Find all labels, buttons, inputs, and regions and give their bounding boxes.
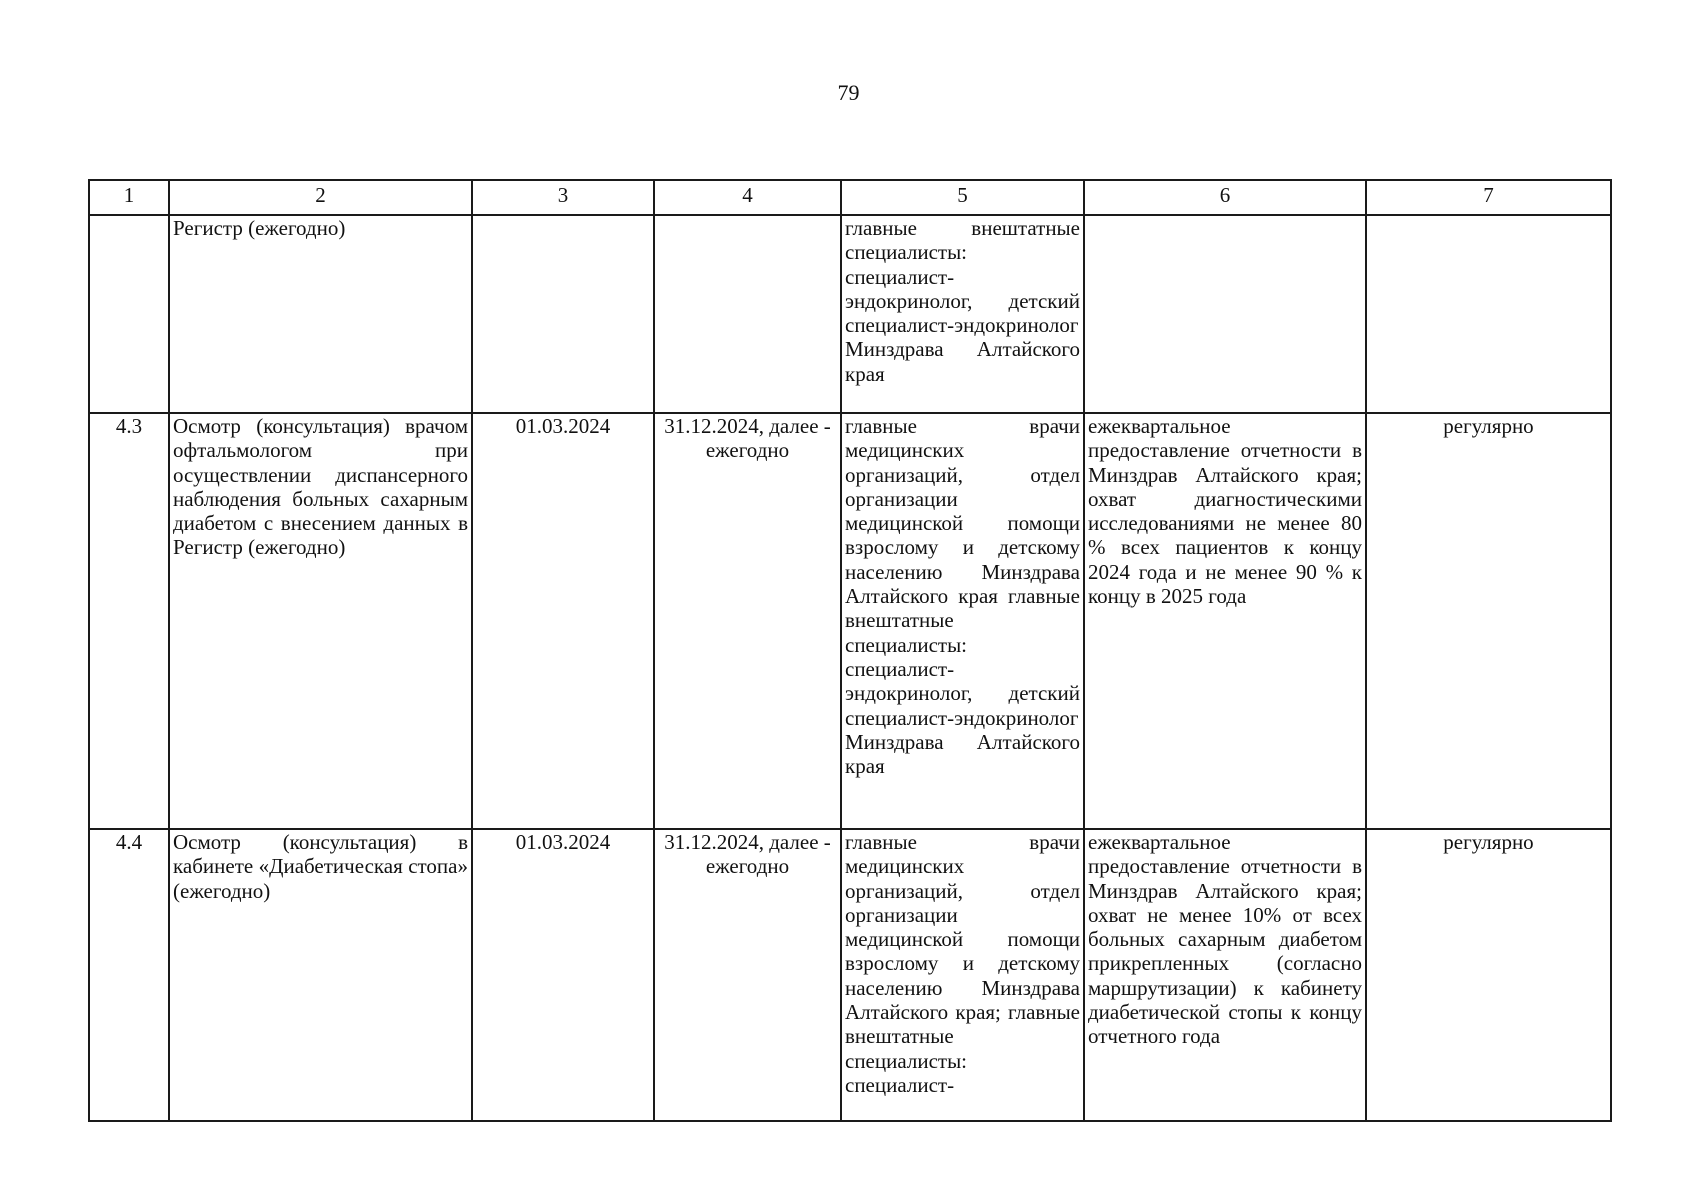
start-date-cell: 01.03.2024 xyxy=(472,829,654,1121)
header-cell-7: 7 xyxy=(1366,180,1611,215)
row-number: 4.4 xyxy=(89,829,169,1121)
header-cell-4: 4 xyxy=(654,180,841,215)
start-date-cell xyxy=(472,215,654,413)
result-cell: ежеквартальное предоставление отчетности в Минздрав Алтайского края; охват диагностическими исследованиями не менее 80 % всех пациентов к концу 2024 года и не менее 90 % к концу в 2025 года xyxy=(1084,413,1366,829)
result-cell: ежеквартальное предоставление отчетности в Минздрав Алтайского края; охват не менее 10% от всех больных сахарным диабетом прикрепленных (согласно маршрутизации) к кабинету диабетической стопы к концу отчетного года xyxy=(1084,829,1366,1121)
end-date-cell: 31.12.2024, далее - ежегодно xyxy=(654,829,841,1121)
event-cell: Регистр (ежегодно) xyxy=(169,215,472,413)
header-cell-3: 3 xyxy=(472,180,654,215)
header-cell-6: 6 xyxy=(1084,180,1366,215)
frequency-cell xyxy=(1366,215,1611,413)
end-date-cell: 31.12.2024, далее - ежегодно xyxy=(654,413,841,829)
row-number xyxy=(89,215,169,413)
row-number: 4.3 xyxy=(89,413,169,829)
table-row xyxy=(89,215,1611,413)
start-date-cell: 01.03.2024 xyxy=(472,413,654,829)
page-number: 79 xyxy=(837,80,860,105)
responsible-cell: главные врачи медицинских организаций, отдел организации медицинской помощи взрослому и детскому населению Минздрава Алтайского края; главные внештатные специалисты: специалист- xyxy=(841,829,1084,1121)
plan-table xyxy=(88,179,1612,1122)
end-date-cell xyxy=(654,215,841,413)
header-cell-2: 2 xyxy=(169,180,472,215)
table-row xyxy=(89,829,1611,1121)
frequency-cell: регулярно xyxy=(1366,413,1611,829)
responsible-cell: главные внештатные специалисты: специалист-эндокринолог, детский специалист-эндокринолог Минздрава Алтайского края xyxy=(841,215,1084,413)
header-row xyxy=(89,180,1611,215)
result-cell xyxy=(1084,215,1366,413)
table-row xyxy=(89,413,1611,829)
event-cell: Осмотр (консультация) врачом офтальмологом при осуществлении диспансерного наблюдения больных сахарным диабетом с внесением данных в Регистр (ежегодно) xyxy=(169,413,472,829)
responsible-cell: главные врачи медицинских организаций, отдел организации медицинской помощи взрослому и детскому населению Минздрава Алтайского края главные внештатные специалисты: специалист-эндокринолог, детский специалист-эндокринолог Минздрава Алтайского края xyxy=(841,413,1084,829)
event-cell: Осмотр (консультация) в кабинете «Диабетическая стопа» (ежегодно) xyxy=(169,829,472,1121)
header-cell-1: 1 xyxy=(89,180,169,215)
header-cell-5: 5 xyxy=(841,180,1084,215)
frequency-cell: регулярно xyxy=(1366,829,1611,1121)
